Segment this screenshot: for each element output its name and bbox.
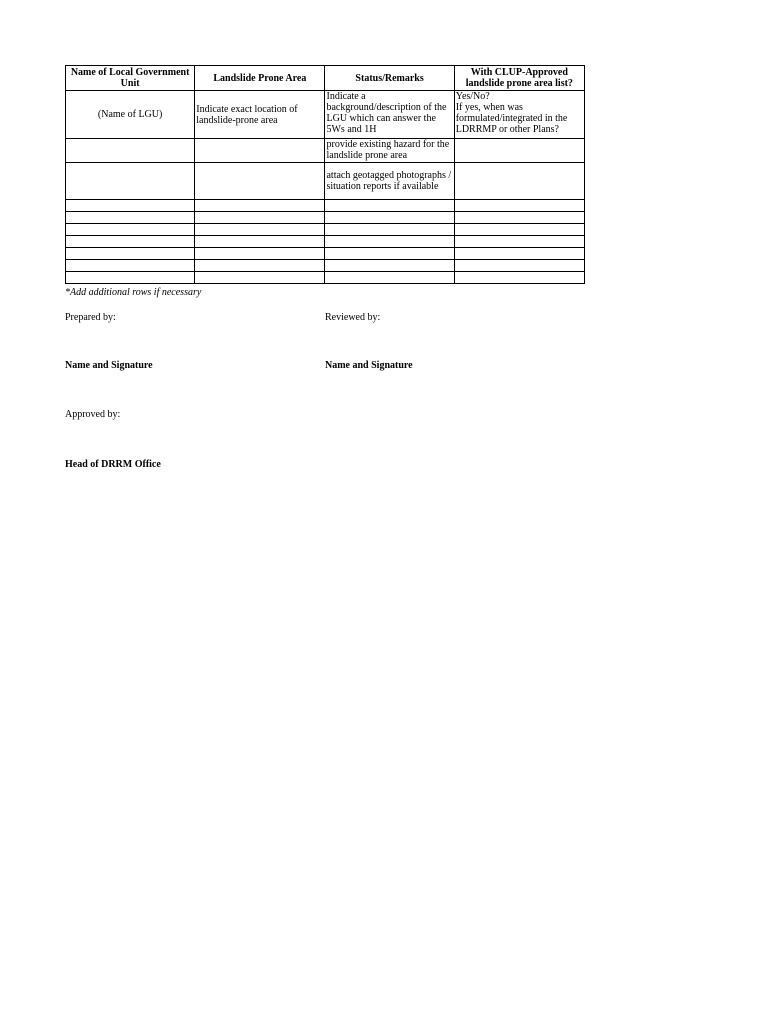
table-cell[interactable] xyxy=(454,224,584,236)
header-clup-approved: With CLUP-Approved landslide prone area list? xyxy=(454,66,584,91)
table-cell[interactable] xyxy=(66,224,195,236)
table-row xyxy=(66,236,585,248)
table-cell[interactable] xyxy=(66,163,195,200)
table-cell[interactable] xyxy=(325,272,454,284)
table-row xyxy=(66,260,585,272)
table-cell[interactable] xyxy=(66,200,195,212)
table-cell[interactable] xyxy=(66,260,195,272)
table-cell[interactable] xyxy=(325,248,454,260)
cell-status[interactable]: attach geotagged photographs / situation reports if available xyxy=(325,163,454,200)
cell-location[interactable]: Indicate exact location of landslide-prone area xyxy=(195,91,325,139)
table-cell[interactable] xyxy=(66,139,195,163)
table-row xyxy=(66,200,585,212)
table-cell[interactable] xyxy=(195,272,325,284)
approved-by-label: Approved by: xyxy=(65,409,121,420)
table-cell[interactable] xyxy=(325,260,454,272)
table-row xyxy=(66,212,585,224)
header-status-remarks: Status/Remarks xyxy=(325,66,454,91)
table-cell[interactable] xyxy=(195,260,325,272)
table-cell[interactable] xyxy=(195,212,325,224)
table-cell[interactable] xyxy=(325,212,454,224)
prepared-by-label: Prepared by: xyxy=(65,312,116,323)
table-cell[interactable] xyxy=(195,139,325,163)
cell-clup[interactable] xyxy=(454,91,584,139)
table-cell[interactable] xyxy=(454,212,584,224)
reviewed-name-signature: Name and Signature xyxy=(325,360,413,371)
table-cell[interactable] xyxy=(454,272,584,284)
header-landslide-prone-area: Landslide Prone Area xyxy=(195,66,325,91)
table-cell[interactable] xyxy=(454,163,584,200)
table-row xyxy=(66,163,585,200)
cell-lgu-name[interactable]: (Name of LGU) xyxy=(66,91,195,139)
header-lgu-name: Name of Local Government Unit xyxy=(66,66,195,91)
table-cell[interactable] xyxy=(195,163,325,200)
cell-status[interactable]: provide existing hazard for the landslide prone area xyxy=(325,139,454,163)
table-cell[interactable] xyxy=(66,272,195,284)
landslide-prone-area-table xyxy=(65,65,585,284)
table-cell[interactable] xyxy=(195,224,325,236)
table-cell[interactable] xyxy=(66,212,195,224)
table-cell[interactable] xyxy=(454,200,584,212)
additional-rows-note: *Add additional rows if necessary xyxy=(65,287,202,298)
table-cell[interactable] xyxy=(454,139,584,163)
cell-clup-if-yes: If yes, when was formulated/integrated in the LDRRMP or other Plans? xyxy=(455,102,568,135)
table-header-row xyxy=(66,66,585,91)
table-row xyxy=(66,224,585,236)
table-row xyxy=(66,272,585,284)
table-row xyxy=(66,248,585,260)
table-cell[interactable] xyxy=(325,224,454,236)
head-of-drrm-office: Head of DRRM Office xyxy=(65,459,161,470)
table-cell[interactable] xyxy=(66,248,195,260)
table-row xyxy=(66,139,585,163)
table-cell[interactable] xyxy=(454,236,584,248)
table-cell[interactable] xyxy=(66,236,195,248)
cell-clup-yes-no: Yes/No? xyxy=(455,91,490,102)
cell-status[interactable]: Indicate a background/description of the LGU which can answer the 5Ws and 1H xyxy=(325,91,454,139)
table-cell[interactable] xyxy=(325,200,454,212)
table-cell[interactable] xyxy=(325,236,454,248)
table-row xyxy=(66,91,585,139)
table-cell[interactable] xyxy=(454,260,584,272)
prepared-name-signature: Name and Signature xyxy=(65,360,153,371)
table-cell[interactable] xyxy=(454,248,584,260)
table-cell[interactable] xyxy=(195,236,325,248)
table-cell[interactable] xyxy=(195,200,325,212)
table-cell[interactable] xyxy=(195,248,325,260)
reviewed-by-label: Reviewed by: xyxy=(325,312,381,323)
